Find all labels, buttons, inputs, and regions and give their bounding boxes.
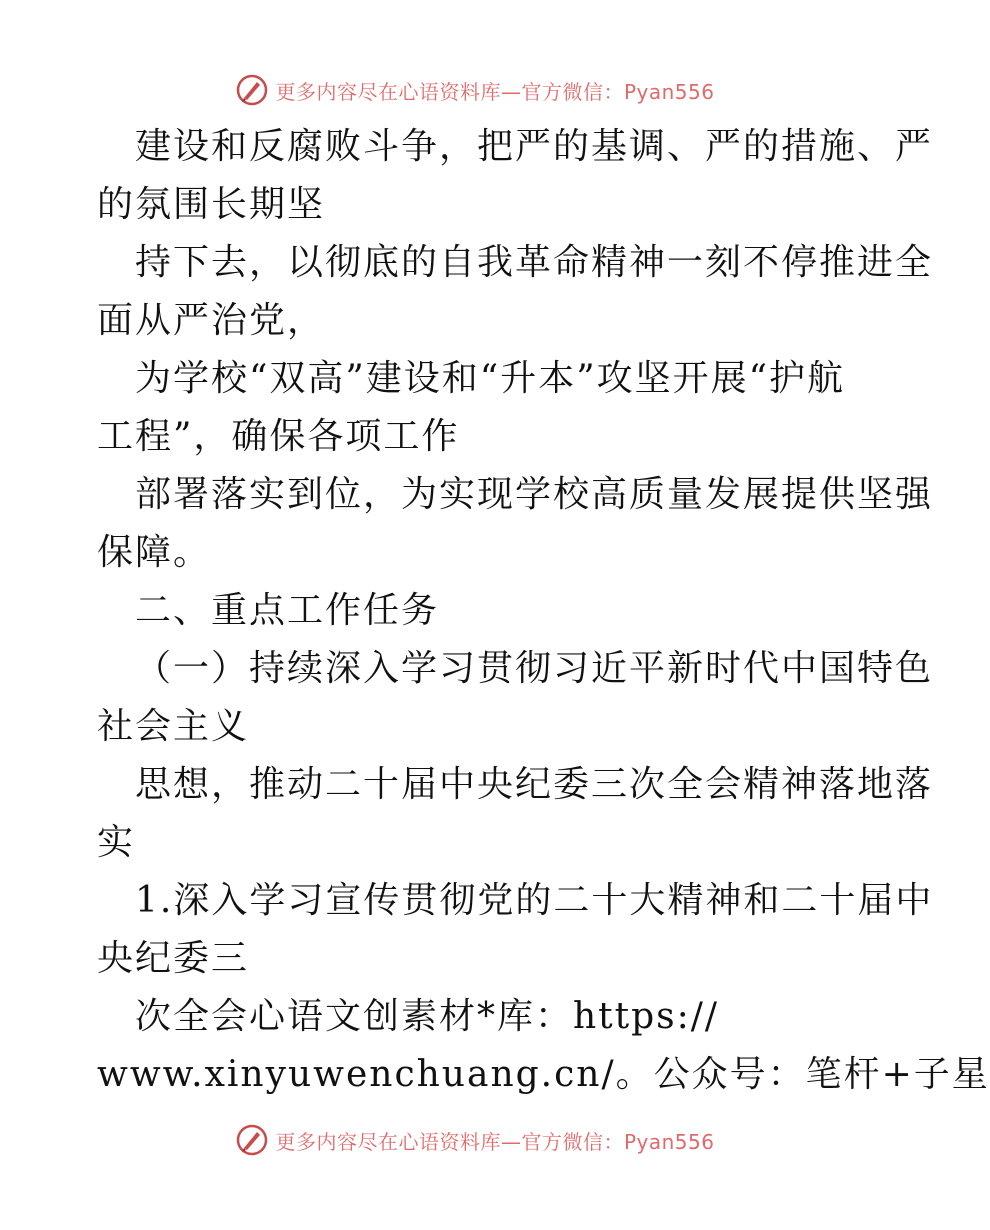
body-line: 的氛围长期坚 xyxy=(97,184,326,225)
body-line: 实 xyxy=(97,822,136,863)
document-body xyxy=(97,118,990,1104)
body-line: 持下去，以彻底的自我革命精神一刻不停推进全 xyxy=(135,242,934,283)
body-line: 工程”，确保各项工作 xyxy=(97,416,460,457)
pen-feather-logo-icon xyxy=(235,73,269,107)
header-banner xyxy=(0,70,950,110)
header-banner-text: 更多内容尽在心语资料库—官方微信：Pyan556 xyxy=(275,79,715,104)
body-line: 社会主义 xyxy=(97,706,250,747)
body-line: 建设和反腐败斗争，把严的基调、严的措施、严 xyxy=(135,126,934,167)
body-line: 面从严治党， xyxy=(97,300,326,341)
body-line: 部署落实到位，为实现学校高质量发展提供坚强 xyxy=(135,474,934,515)
body-line: 央纪委三 xyxy=(97,938,250,979)
section-heading: 二、重点工作任务 xyxy=(135,590,440,631)
body-line: 次全会心语文创素材*库：https:// xyxy=(135,996,720,1037)
pen-feather-logo-icon xyxy=(235,1123,269,1157)
url-line: www.xinyuwenchuang.cn/。公众号：笔杆+子星 xyxy=(97,1054,990,1095)
list-item-1: 1.深入学习宣传贯彻党的二十大精神和二十届中 xyxy=(135,880,934,921)
body-line: 思想，推动二十届中央纪委三次全会精神落地落 xyxy=(135,764,934,805)
subsection-heading: （一）持续深入学习贯彻习近平新时代中国特色 xyxy=(135,648,934,689)
footer-banner xyxy=(0,1120,950,1160)
body-line: 保障。 xyxy=(97,532,212,573)
body-line: 为学校“双高”建设和“升本”攻坚开展“护航 xyxy=(135,358,846,399)
footer-banner-text: 更多内容尽在心语资料库—官方微信：Pyan556 xyxy=(275,1129,715,1154)
